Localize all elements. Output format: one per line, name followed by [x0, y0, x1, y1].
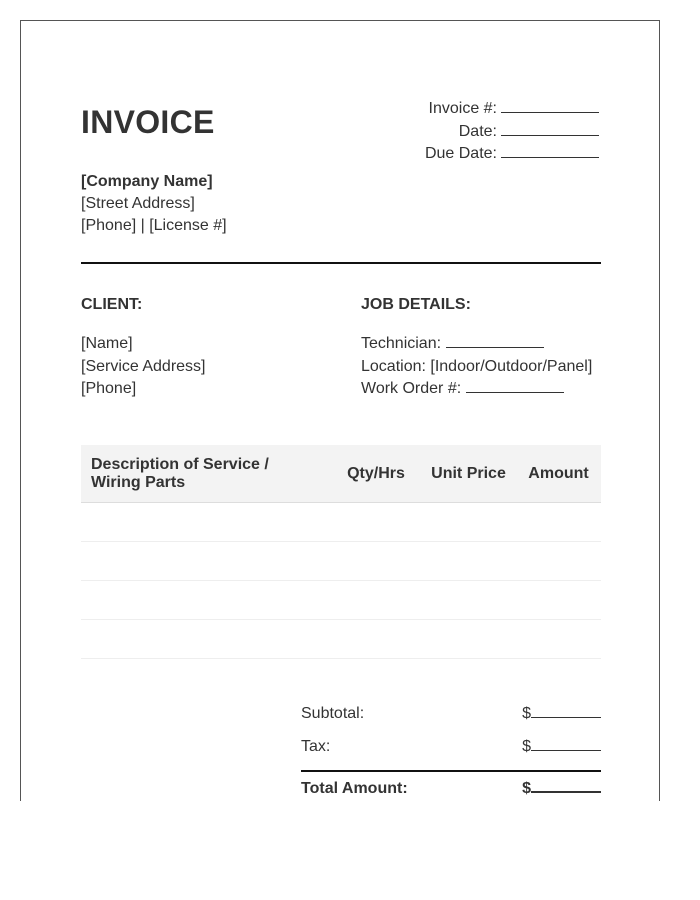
date-field[interactable] [501, 121, 599, 136]
company-phone-license: [Phone] | [License #] [81, 217, 227, 234]
client-block [81, 333, 206, 401]
job-details-heading: JOB DETAILS: [361, 296, 471, 313]
client-heading: CLIENT: [81, 296, 143, 313]
tax-row [301, 737, 601, 770]
client-name: [Name] [81, 335, 133, 352]
header-divider [81, 262, 601, 264]
tax-label: Tax: [301, 738, 331, 755]
subtotal-label: Subtotal: [301, 705, 365, 722]
technician-row [361, 333, 592, 356]
work-order-field[interactable] [466, 379, 564, 393]
invoice-number-label: Invoice #: [428, 100, 497, 117]
due-date-field[interactable] [501, 143, 599, 158]
tax-value [522, 737, 601, 756]
client-phone: [Phone] [81, 380, 137, 397]
location-line: Location: [Indoor/Outdoor/Panel] [361, 357, 593, 375]
tax-currency: $ [522, 738, 531, 755]
table-row[interactable] [81, 542, 601, 581]
company-block [81, 171, 227, 237]
invoice-number-row [339, 98, 599, 121]
subtotal-field[interactable] [531, 704, 601, 718]
client-address: [Service Address] [81, 357, 206, 375]
line-items-table [81, 445, 601, 659]
date-row [339, 121, 599, 144]
header-amount: Amount [528, 464, 589, 482]
totals-block [301, 704, 601, 811]
technician-label: Technician: [361, 335, 442, 352]
total-divider [301, 770, 601, 772]
table-row[interactable] [81, 503, 601, 542]
header-qty: Qty/Hrs [347, 464, 405, 482]
total-row [301, 778, 601, 811]
technician-field[interactable] [446, 334, 544, 348]
header-unit-price: Unit Price [431, 464, 506, 482]
total-currency: $ [522, 780, 531, 797]
tax-field[interactable] [531, 737, 601, 751]
invoice-page [20, 20, 660, 801]
company-name: [Company Name] [81, 173, 213, 190]
subtotal-row [301, 704, 601, 737]
due-date-label: Due Date: [424, 145, 497, 162]
table-row[interactable] [81, 620, 601, 659]
total-field[interactable] [531, 778, 601, 793]
invoice-title: INVOICE [81, 104, 215, 140]
company-address: [Street Address] [81, 195, 195, 212]
total-label: Total Amount: [301, 780, 408, 797]
job-details-block [361, 333, 592, 401]
table-header [81, 445, 601, 503]
work-order-row [361, 378, 592, 401]
total-value [522, 778, 601, 798]
subtotal-currency: $ [522, 705, 531, 722]
due-date-row [339, 143, 599, 166]
invoice-meta [339, 98, 599, 166]
invoice-number-field[interactable] [501, 98, 599, 113]
subtotal-value [522, 704, 601, 723]
header-description: Description of Service / Wiring Parts [91, 455, 269, 491]
work-order-label: Work Order #: [361, 380, 462, 397]
table-row[interactable] [81, 581, 601, 620]
date-label: Date: [458, 122, 497, 140]
